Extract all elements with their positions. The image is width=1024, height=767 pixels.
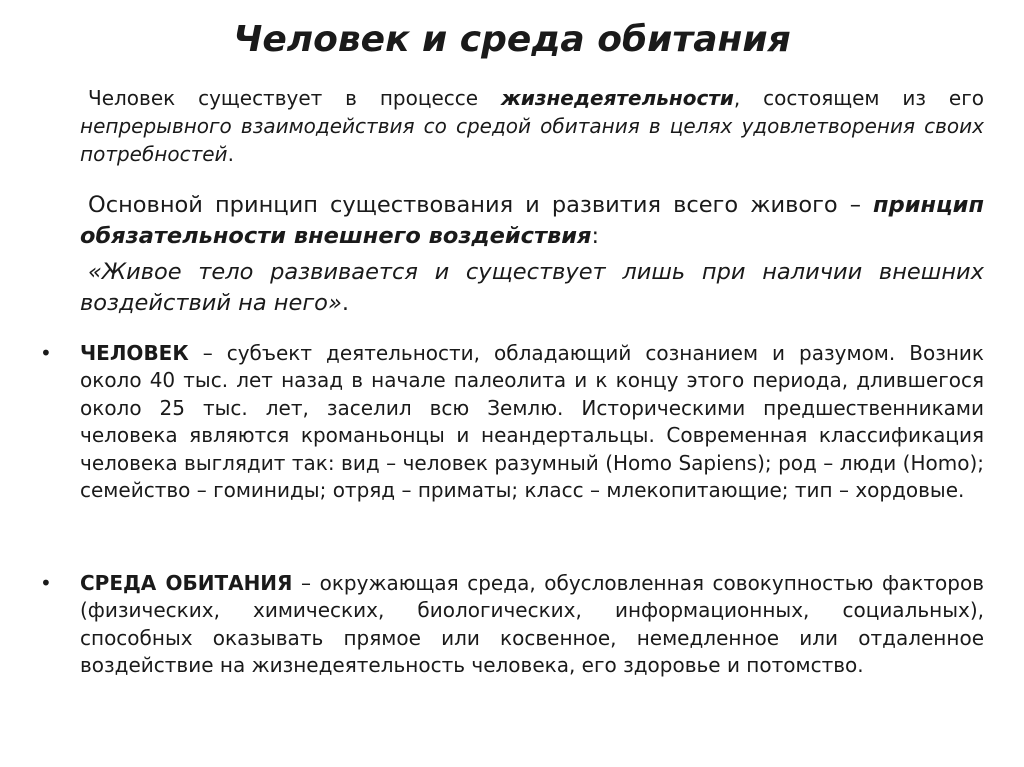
principle-paragraph <box>80 190 984 252</box>
principle-prefix: Основной принцип существования и развития всего живого – <box>88 192 874 218</box>
principle-emphasis: принцип обязательности внешнего воздействия <box>80 192 984 249</box>
intro-middle: , состоящем из его <box>733 86 984 110</box>
bullet-term: ЧЕЛОВЕК <box>80 341 189 365</box>
bullet-marker: • <box>40 341 52 365</box>
quote-suffix: . <box>341 290 349 316</box>
bullet-definition: – окружающая среда, обусловленная совокупностью факторов (физических, химических, биологических, информационных, социальных), способных оказывать прямое или косвенное, немедленное или отдаленное воздействие на жизнедеятельность человека, его здоровье и потомство. <box>80 571 984 678</box>
bullet-definition: – субъект деятельности, обладающий сознанием и разумом. Возник около 40 тыс. лет назад в начале палеолита и к концу этого периода, длившегося около 25 тыс. лет, заселил всю Землю. Историческими предшественниками человека являются кроманьонцы и неандертальцы. Современная классификация человека выглядит так: вид – человек разумный (Homo Sapiens); род – люди (Homo); семейство – гоминиды; отряд – приматы; класс – млекопитающие; тип – хордовые. <box>80 341 984 503</box>
bullet-term: СРЕДА ОБИТАНИЯ <box>80 571 293 595</box>
intro-emphasis-italic: непрерывного взаимодействия со средой обитания в целях удовлетворения своих потребностей <box>80 114 984 166</box>
intro-emphasis-bold: жизнедеятельности <box>500 86 734 110</box>
intro-prefix: Человек существует в процессе <box>88 86 501 110</box>
slide-title: Человек и среда обитания <box>233 19 791 60</box>
bullet-marker: • <box>40 571 52 595</box>
intro-suffix: . <box>227 142 234 166</box>
intro-paragraph <box>80 84 984 168</box>
principle-suffix: : <box>591 223 600 249</box>
bullet-text <box>80 570 984 680</box>
quote-text: «Живое тело развивается и существует лишь при наличии внешних воздействий на него» <box>80 259 984 316</box>
bullet-text <box>80 340 984 504</box>
quote-paragraph <box>80 257 984 319</box>
